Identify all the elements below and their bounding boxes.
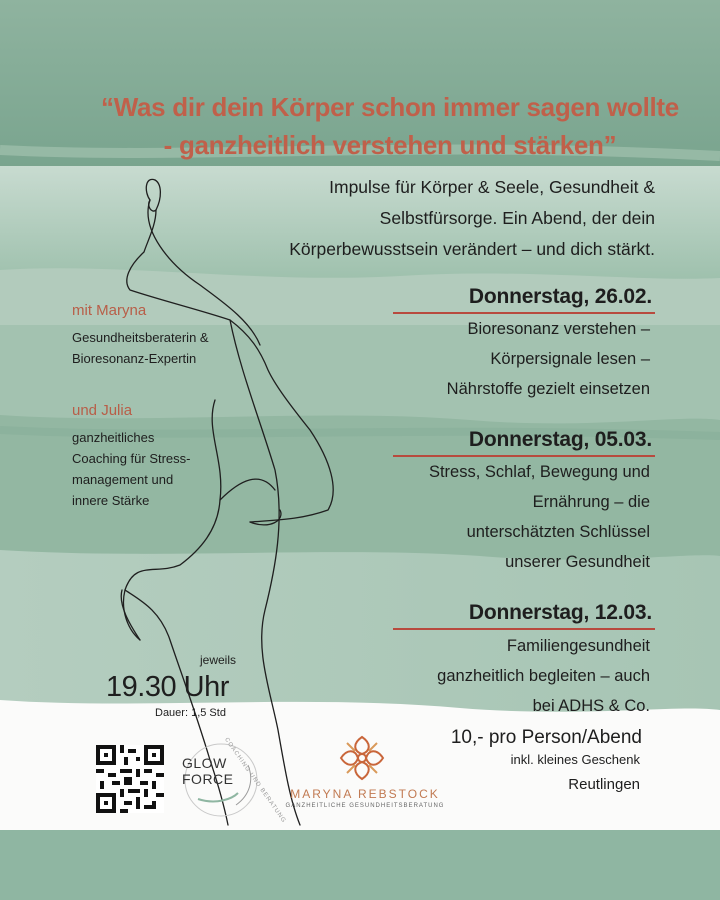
presenter-1-role	[72, 327, 209, 369]
event-3-date: Donnerstag, 12.03.	[468, 601, 652, 624]
event-2-line: Ernährung – die	[532, 493, 650, 511]
event-3-line: ganzheitlich begleiten – auch	[437, 667, 650, 685]
event-1-line: Nährstoffe gezielt einsetzen	[446, 380, 650, 398]
presenter-1-name: mit Maryna	[72, 302, 147, 319]
qr-code[interactable]	[96, 745, 164, 813]
event-2-line: Stress, Schlaf, Bewegung und	[428, 463, 650, 481]
headline	[70, 88, 710, 164]
presenter-2-role-line: innere Stärke	[72, 493, 150, 508]
presenter-2-role-line: management und	[72, 472, 174, 487]
event-2-line: unterschätzten Schlüssel	[466, 523, 650, 541]
event-duration: Dauer: 1,5 Std	[155, 707, 226, 719]
time-prefix: jeweils	[200, 653, 237, 667]
intro-line-2: Selbstfürsorge. Ein Abend, der dein	[379, 208, 655, 228]
glow-force-line-2: FORCE	[182, 771, 234, 787]
price-note: inkl. kleines Geschenk	[510, 752, 640, 767]
event-3-description	[437, 631, 650, 721]
headline-line-2: - ganzheitlich verstehen und stärken”	[163, 130, 617, 160]
event-2-line: unserer Gesundheit	[505, 553, 650, 571]
presenter-2-role	[72, 427, 191, 511]
presenter-1-role-line: Gesundheitsberaterin &	[72, 330, 209, 345]
glow-force-arc-text: COACHING UND BERATUNG	[223, 737, 287, 825]
event-3-line: bei ADHS & Co.	[532, 697, 650, 715]
maryna-rebstock-logo	[285, 733, 445, 823]
maryna-logo-name: MARYNA REBSTOCK	[290, 787, 440, 801]
presenter-1-role-line: Bioresonanz-Expertin	[72, 351, 197, 366]
presenter-2-role-line: Coaching für Stress-	[72, 451, 191, 466]
event-1-line: Körpersignale lesen –	[490, 350, 650, 368]
location: Reutlingen	[568, 776, 640, 793]
glow-force-logo	[176, 735, 287, 825]
glow-force-line-1: GLOW	[182, 755, 227, 771]
maryna-logo-tagline: GANZHEITLICHE GESUNDHEITSBERATUNG	[285, 803, 445, 809]
price: 10,- pro Person/Abend	[450, 727, 642, 748]
intro-line-3: Körperbewusstsein verändert – und dich stärkt.	[289, 239, 655, 259]
presenter-2-role-line: ganzheitliches	[72, 430, 155, 445]
event-2-description	[429, 457, 650, 577]
event-3-rule	[393, 628, 655, 630]
event-1-line: Bioresonanz verstehen –	[467, 320, 650, 338]
intro-line-1: Impulse für Körper & Seele, Gesundheit &	[329, 177, 655, 197]
presenter-2-name: und Julia	[72, 402, 133, 419]
event-3-line: Familiengesundheit	[506, 637, 650, 655]
intro-text	[260, 172, 655, 265]
ornament-icon	[335, 733, 389, 783]
headline-line-1: “Was dir dein Körper schon immer sagen wollte	[101, 92, 679, 122]
footer-band	[0, 830, 720, 900]
event-1-description	[447, 314, 650, 404]
event-time: 19.30 Uhr	[106, 671, 229, 703]
event-1-date: Donnerstag, 26.02.	[468, 285, 652, 308]
event-2-date: Donnerstag, 05.03.	[468, 428, 652, 451]
